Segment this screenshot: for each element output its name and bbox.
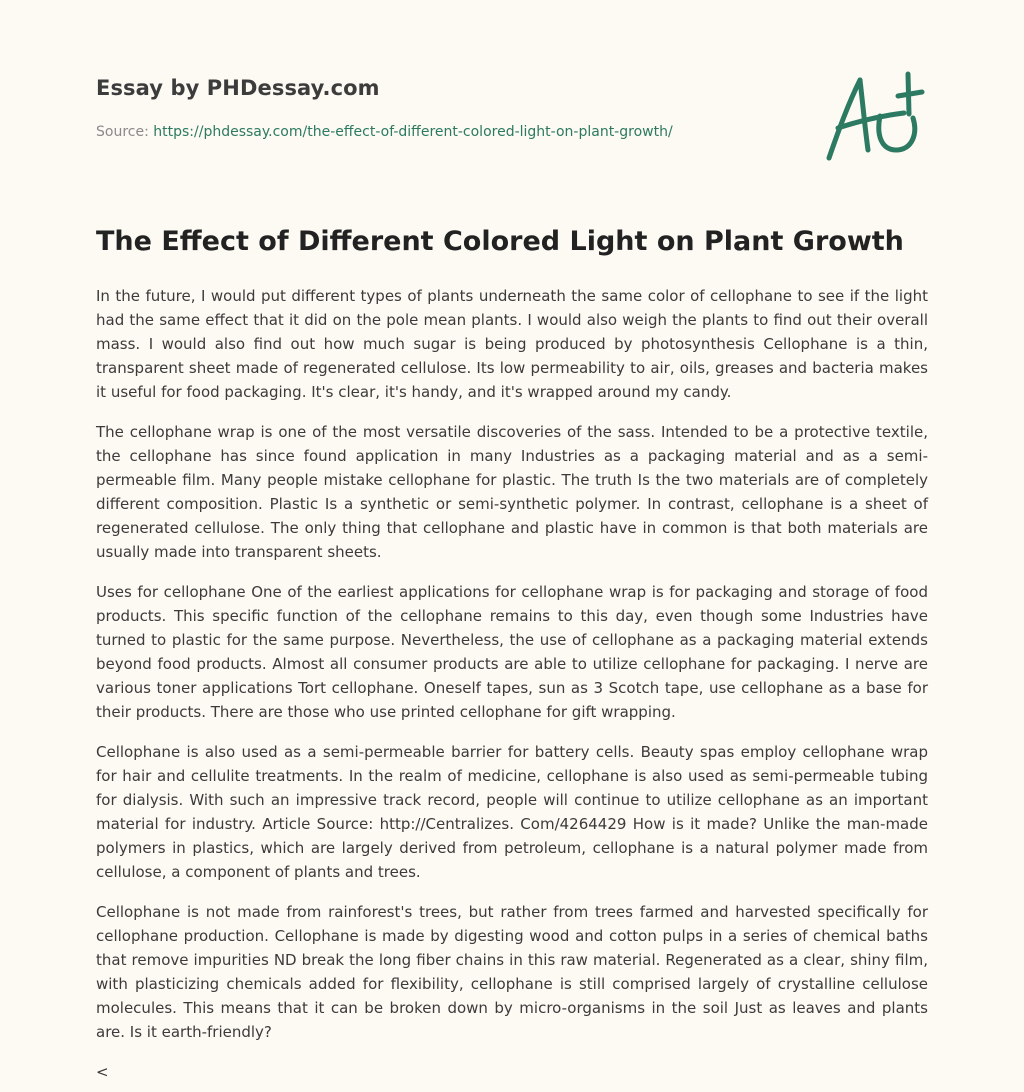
essay-paragraph: The cellophane wrap is one of the most versatile discoveries of the sass. Intended to be a protective textile, the cellophane has since found application in many Industries as a packaging material and as a semi-permeable film. Many people mistake cellophane for plastic. The truth Is the two materials are of completely different composition. Plastic Is a synthetic or semi-synthetic polymer. In contrast, cellophane is a sheet of regenerated cellulose. The only thing that cellophane and plastic have in common is that both materials are usually made into transparent sheets. — [96, 423, 928, 561]
source-label: Source: — [96, 124, 154, 140]
a-plus-logo-icon — [818, 66, 930, 166]
site-name: Essay by PHDessay.com — [96, 76, 380, 100]
a-plus-logo — [818, 66, 930, 166]
essay-paragraph: In the future, I would put different types of plants underneath the same color of cellophane to see if the light had the same effect that it did on the pole mean plants. I would also weigh the plants to find out their overall mass. I would also find out how much sugar is being produced by photosynthesis Cellophane is a thin, transparent sheet made of regenerated cellulose. Its low permeability to air, oils, greases and bacteria makes it useful for food packaging. It's clear, it's handy, and it's wrapped around my candy. — [96, 287, 928, 401]
essay-paragraph: Cellophane is also used as a semi-permeable barrier for battery cells. Beauty spas employ cellophane wrap for hair and cellulite treatments. In the realm of medicine, cellophane is also used as semi-permeable tubing for dialysis. With such an impressive track record, people will continue to utilize cellophane as an important material for industry. Article Source: http://Centralizes. Com/4264429 How is it made? Unlike the man-made polymers in plastics, which are largely derived from petroleum, cellophane is a natural polymer made from cellulose, a component of plants and trees. — [96, 743, 928, 881]
essay-paragraph: Cellophane is not made from rainforest's trees, but rather from trees farmed and harvested specifically for cellophane production. Cellophane is made by digesting wood and cotton pulps in a series of chemical baths that remove impurities ND break the long fiber chains in this raw material. Regenerated as a clear, shiny film, with plasticizing chemicals added for flexibility, cellophane is still comprised largely of crystalline cellulose molecules. This means that it can be broken down by micro-organisms in the soil Just as leaves and plants are. Is it earth-friendly? — [96, 903, 928, 1041]
source-line — [96, 124, 673, 140]
essay-body — [96, 284, 928, 1060]
essay-paragraph: Uses for cellophane One of the earliest applications for cellophane wrap is for packaging and storage of food products. This specific function of the cellophane remains to this day, even though some Industries have turned to plastic for the same purpose. Nevertheless, the use of cellophane as a packaging material extends beyond food products. Almost all consumer products are able to utilize cellophane for packaging. I nerve are various toner applications Tort cellophane. Oneself tapes, sun as 3 Scotch tape, use cellophane as a base for their products. There are those who use printed cellophane for gift wrapping. — [96, 583, 928, 721]
source-link[interactable]: https://phdessay.com/the-effect-of-different-colored-light-on-plant-growth/ — [153, 124, 673, 140]
essay-title: The Effect of Different Colored Light on Plant Growth — [96, 226, 904, 257]
previous-page-button[interactable]: < — [96, 1063, 109, 1081]
